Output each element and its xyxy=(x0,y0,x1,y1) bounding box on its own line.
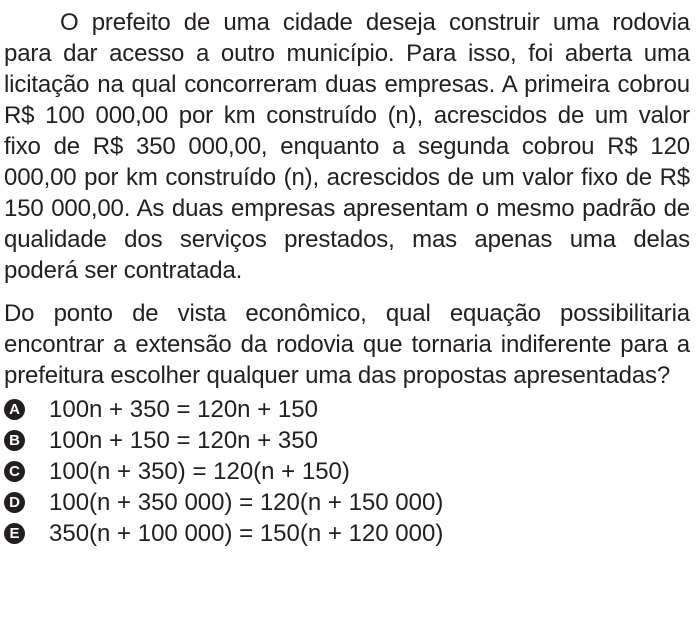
option-e[interactable] xyxy=(4,518,690,549)
option-b-letter-badge: B xyxy=(4,430,25,451)
option-e-text: 350(n + 100 000) = 150(n + 120 000) xyxy=(49,519,444,547)
option-c-text: 100(n + 350) = 120(n + 150) xyxy=(49,457,350,485)
option-e-letter-badge: E xyxy=(4,523,25,544)
option-c-letter-badge: C xyxy=(4,461,25,482)
option-b-text: 100n + 150 = 120n + 350 xyxy=(49,426,318,454)
option-c[interactable] xyxy=(4,456,690,487)
option-d[interactable] xyxy=(4,487,690,518)
option-b[interactable] xyxy=(4,425,690,456)
option-a-letter-badge: A xyxy=(4,399,25,420)
option-d-text: 100(n + 350 000) = 120(n + 150 000) xyxy=(49,488,444,516)
question-prompt: Do ponto de vista econômico, qual equação possibilitaria encontrar a extensão da rodovia que tornaria indiferente para a prefeitura escolher qualquer uma das propostas apresentadas? xyxy=(4,300,690,389)
option-a-text: 100n + 350 = 120n + 150 xyxy=(49,395,318,423)
option-a[interactable] xyxy=(4,394,690,425)
question-page xyxy=(4,7,690,549)
answer-options xyxy=(4,394,690,549)
question-statement: O prefeito de uma cidade deseja construir uma rodovia para dar acesso a outro município. Para isso, foi aberta uma licitação na qual concorreram duas empresas. A primeira cobrou R$ 100 000,00 por km construído (n), acrescidos de um valor fixo de R$ 350 000,00, enquanto a segunda cobrou R$ 120 000,00 por km construído (n), acrescidos de um valor fixo de R$ 150 000,00. As duas empresas apresentam o mesmo padrão de qualidade dos serviços prestados, mas apenas uma delas poderá ser contratada. xyxy=(4,9,690,284)
option-d-letter-badge: D xyxy=(4,492,25,513)
